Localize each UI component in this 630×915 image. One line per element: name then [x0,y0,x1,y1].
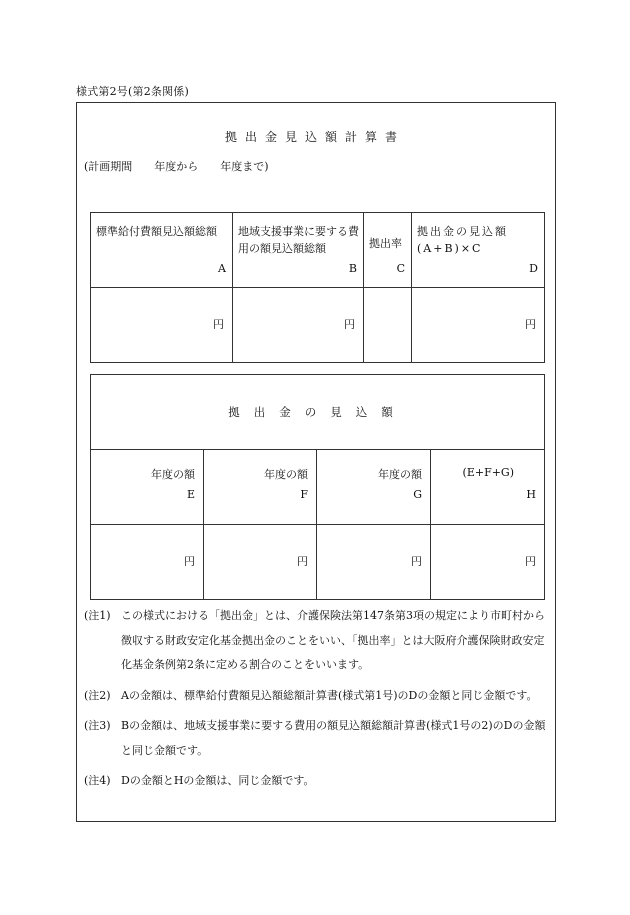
value-cell[interactable] [431,525,545,600]
value-cell[interactable] [91,288,233,363]
header-letter: B [348,262,357,275]
header-letter: F [300,488,308,501]
yen-unit: 円 [297,555,308,568]
estimate-value-row [91,288,545,363]
yen-unit: 円 [213,318,224,331]
yen-unit: 円 [411,555,422,568]
value-cell[interactable] [204,525,317,600]
yen-unit: 円 [344,318,355,331]
value-cell[interactable] [317,525,431,600]
notes-section [84,604,550,794]
header-label: 年度の額 [151,468,195,481]
yen-unit: 円 [525,555,536,568]
header-cell-h [431,450,545,525]
header-label: 拠出金の見込額 (A+B)×C [417,225,508,255]
header-cell-f [204,450,317,525]
note-text: Bの金額は、地域支援事業に要する費用の額見込額総額計算書(様式1号の2)のDの金額と同じ金額です。 [121,719,546,757]
note-text: この様式における「拠出金」とは、介護保険法第147条第3項の規定により市町村から徴収する財政安定化基金拠出金のことをいい、「拠出率」とは大阪府介護保険財政安定化基金条例第2条に定める割合のことをいいます。 [121,609,545,671]
header-cell-c [364,213,412,288]
header-label: 拠出率 [369,237,402,250]
value-cell[interactable] [233,288,364,363]
header-letter: C [396,262,405,275]
header-cell-b [233,213,364,288]
note-number: (注3) [84,719,111,732]
note-text: Aの金額は、標準給付費額見込額総額計算書(様式第1号)のDの金額と同じ金額です。 [121,688,538,702]
yen-unit: 円 [525,318,536,331]
note-text: Dの金額とHの金額は、同じ金額です。 [121,774,315,787]
note-item [84,714,550,763]
header-label: 年度の額 [264,468,308,481]
value-cell[interactable] [91,525,204,600]
header-cell-d [412,213,545,288]
plan-period: (計画期間 年度から 年度まで) [84,160,269,173]
header-letter: G [413,488,422,501]
contribution-table [90,374,545,600]
header-letter: A [218,262,226,275]
header-label: 標準給付費額見込額総額 [96,225,217,238]
contribution-title-row [91,375,545,450]
estimate-table [90,212,545,363]
header-cell-a [91,213,233,288]
contribution-title: 拠出金の見込額 [91,375,545,450]
document-title: 拠出金見込額計算書 [224,130,405,144]
value-cell[interactable] [364,288,412,363]
value-cell[interactable] [412,288,545,363]
yen-unit: 円 [184,555,195,568]
note-item [84,604,550,678]
header-label: 年度の額 [378,468,422,481]
contribution-value-row [91,525,545,600]
note-number: (注1) [84,609,111,622]
estimate-header-row [91,213,545,288]
header-letter: E [186,488,195,501]
form-number-label: 様式第2号(第2条関係) [76,85,189,98]
header-cell-e [91,450,204,525]
note-item [84,684,550,709]
header-letter: H [526,488,536,501]
header-label: (E+F+G) [462,466,514,479]
note-number: (注2) [84,688,111,702]
header-cell-g [317,450,431,525]
note-item [84,769,550,794]
contribution-header-row [91,450,545,525]
note-number: (注4) [84,774,111,787]
header-label: 地域支援事業に要する費用の額見込額総額 [238,225,359,255]
header-letter: D [529,262,538,275]
